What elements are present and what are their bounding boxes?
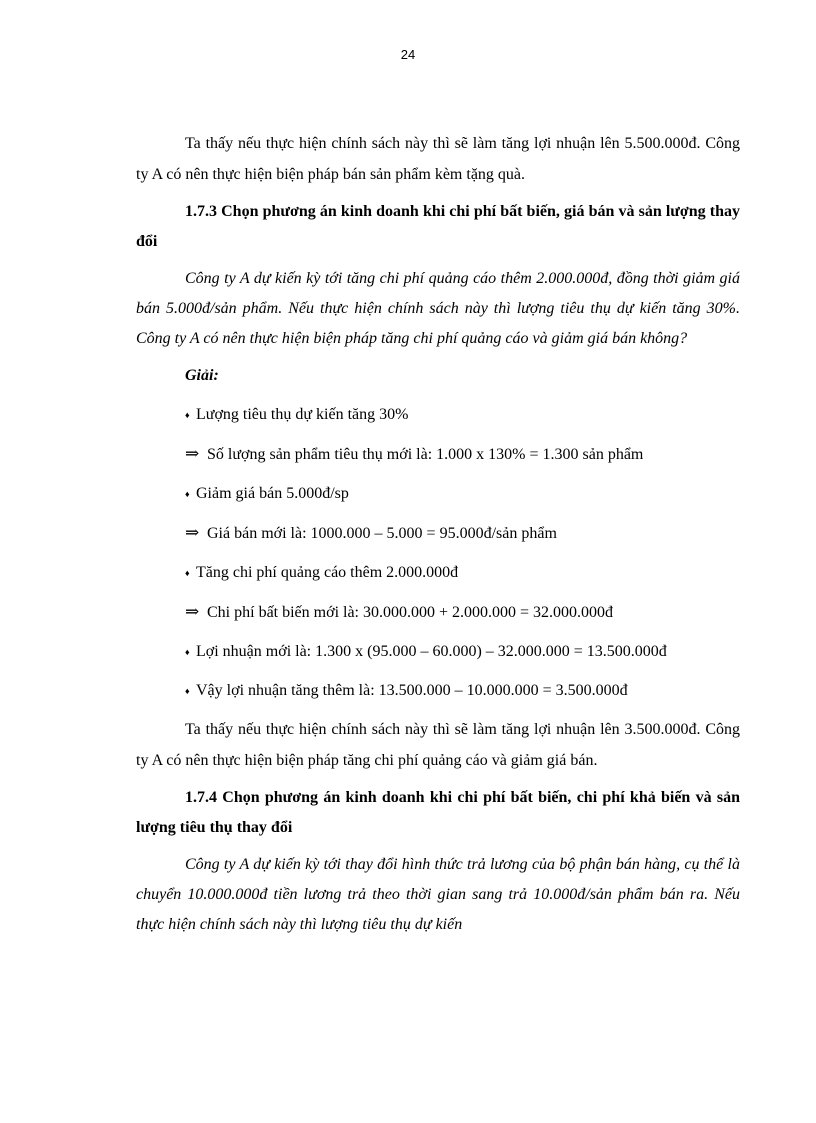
diamond-bullet-icon: ♦ — [185, 647, 190, 657]
implies-arrow-icon: ⇒ — [185, 602, 200, 621]
diamond-bullet-icon: ♦ — [185, 410, 190, 420]
step-text: Số lượng sản phẩm tiêu thụ mới là: 1.000 x 130% = 1.300 sản phẩm — [207, 446, 644, 463]
solution-step — [136, 597, 740, 628]
conclusion-text: Ta thấy nếu thực hiện chính sách này thì sẽ làm tăng lợi nhuận lên 3.500.000đ. Công ty A có nên thực hiện biện pháp tăng chi phí quảng cáo và giảm giá bán. — [136, 721, 740, 769]
page-number: 24 — [400, 47, 416, 62]
implies-arrow-icon: ⇒ — [185, 523, 200, 542]
step-text: Chi phí bất biến mới là: 30.000.000 + 2.000.000 = 32.000.000đ — [207, 604, 614, 621]
problem-statement: Công ty A dự kiến kỳ tới thay đổi hình thức trả lương của bộ phận bán hàng, cụ thể là chuyển 10.000.000đ tiền lương trả theo thời gian sang trả 10.000đ/sản phẩm bán ra. Nếu thực hiện chính sách này thì lượng tiêu thụ dự kiến — [136, 856, 740, 933]
diamond-bullet-icon: ♦ — [185, 568, 190, 578]
solution-step — [136, 439, 740, 470]
diamond-bullet-icon: ♦ — [185, 686, 190, 696]
section-heading-1-7-3: 1.7.3 Chọn phương án kinh doanh khi chi phí bất biến, giá bán và sản lượng thay đổi — [136, 203, 740, 250]
solution-step — [136, 676, 740, 706]
step-text: Lợi nhuận mới là: 1.300 x (95.000 – 60.000) – 32.000.000 = 13.500.000đ — [196, 643, 667, 660]
problem-statement: Công ty A dự kiến kỳ tới tăng chi phí quảng cáo thêm 2.000.000đ, đồng thời giảm giá bán 5.000đ/sản phẩm. Nếu thực hiện chính sách này thì lượng tiêu thụ dự kiến tăng 30%. Công ty A có nên thực hiện biện pháp tăng chi phí quảng cáo và giảm giá bán không? — [136, 270, 740, 347]
step-text: Lượng tiêu thụ dự kiến tăng 30% — [196, 406, 409, 423]
step-text: Tăng chi phí quảng cáo thêm 2.000.000đ — [196, 564, 459, 581]
document-body — [136, 129, 740, 947]
conclusion-paragraph — [136, 715, 740, 776]
implies-arrow-icon: ⇒ — [185, 444, 200, 463]
solution-step — [136, 558, 740, 588]
conclusion-paragraph — [136, 129, 740, 190]
diamond-bullet-icon: ♦ — [185, 489, 190, 499]
step-text: Giảm giá bán 5.000đ/sp — [196, 485, 349, 502]
section-heading-1-7-4: 1.7.4 Chọn phương án kinh doanh khi chi phí bất biến, chi phí khả biến và sản lượng tiêu thụ thay đổi — [136, 789, 740, 836]
step-text: Vậy lợi nhuận tăng thêm là: 13.500.000 – 10.000.000 = 3.500.000đ — [196, 682, 628, 699]
step-text: Giá bán mới là: 1000.000 – 5.000 = 95.000đ/sản phẩm — [207, 525, 557, 542]
solution-step — [136, 518, 740, 549]
solution-label: Giải: — [185, 367, 219, 384]
solution-step — [136, 637, 740, 667]
solution-step — [136, 400, 740, 430]
solution-step — [136, 479, 740, 509]
conclusion-text: Ta thấy nếu thực hiện chính sách này thì sẽ làm tăng lợi nhuận lên 5.500.000đ. Công ty A có nên thực hiện biện pháp bán sản phẩm kèm tặng quà. — [136, 135, 740, 183]
